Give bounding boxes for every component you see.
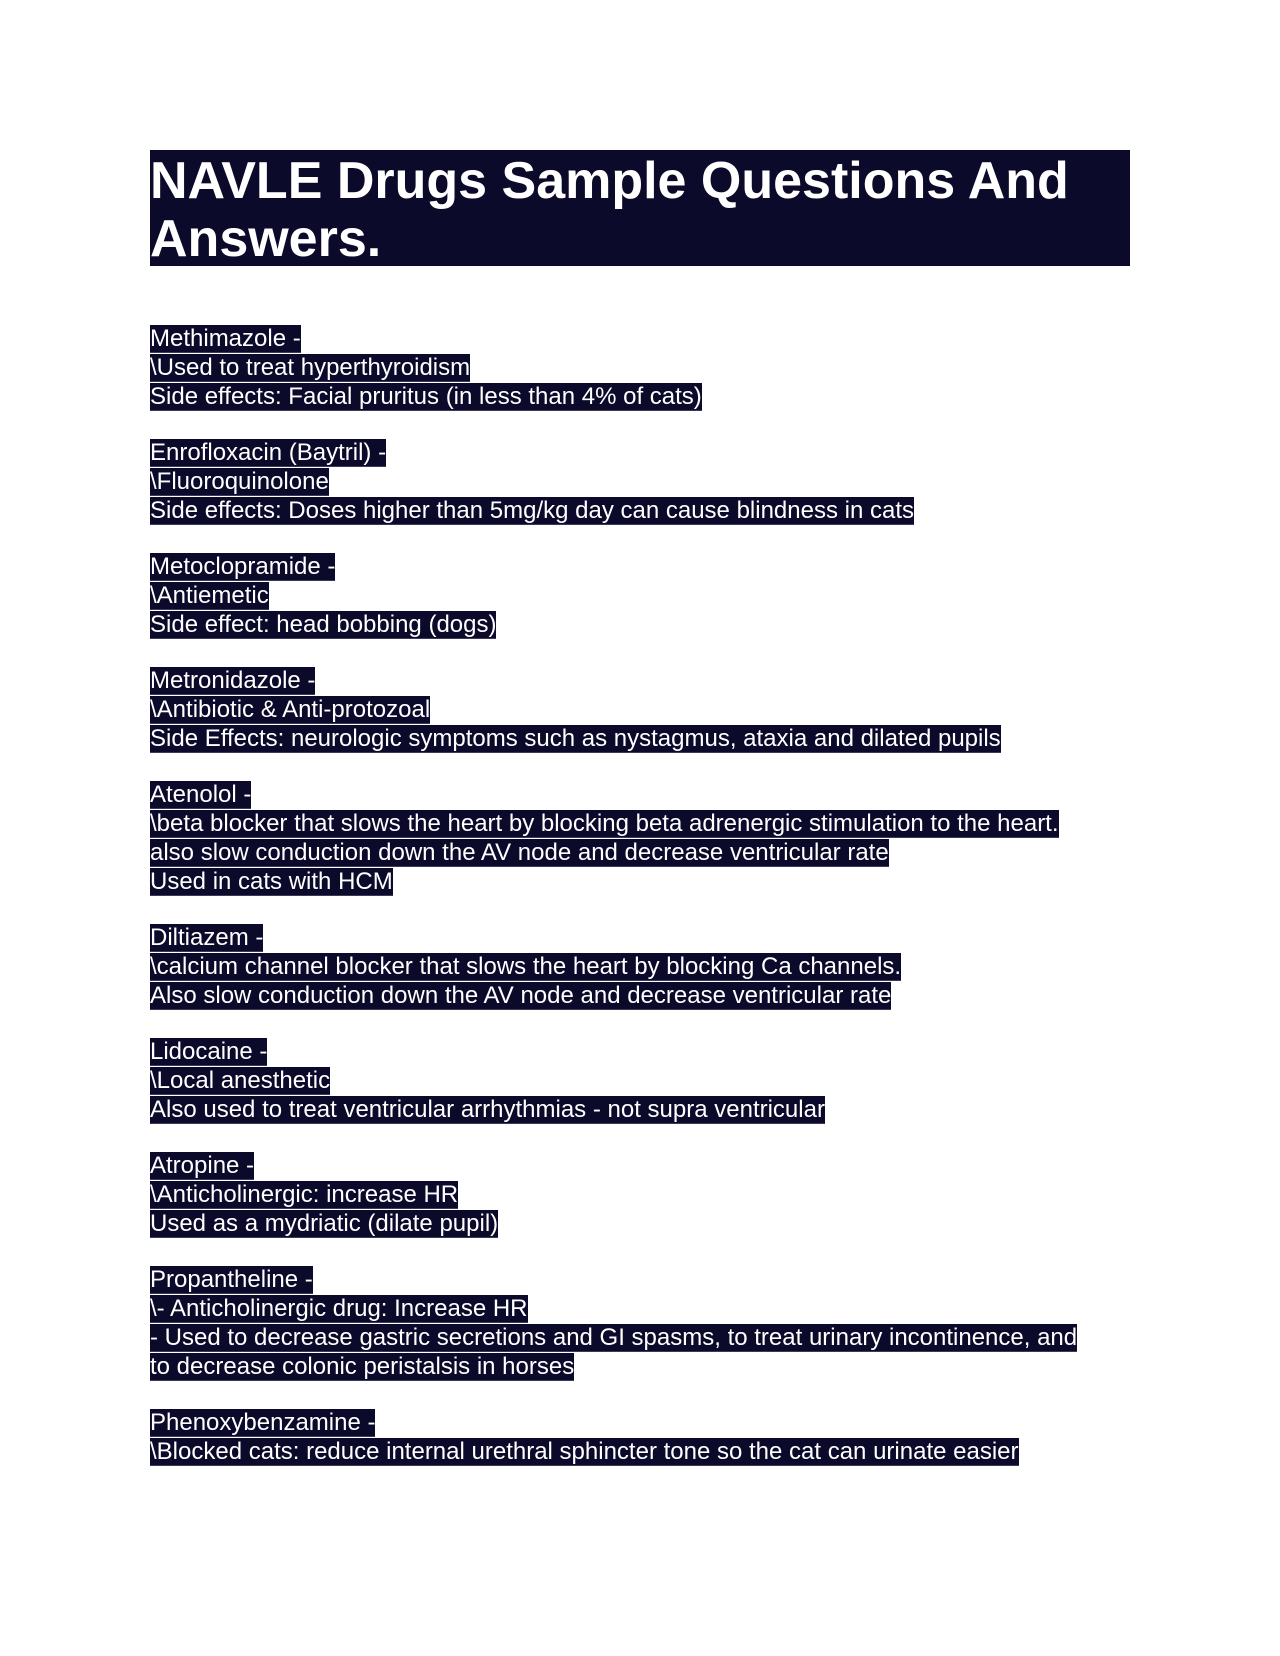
drug-detail-line bbox=[150, 581, 1130, 610]
page-title: NAVLE Drugs Sample Questions And Answers. bbox=[150, 152, 1069, 268]
drug-detail-line bbox=[150, 867, 1130, 896]
title-block bbox=[150, 150, 1130, 266]
drug-name-line bbox=[150, 923, 1130, 952]
drug-name-line bbox=[150, 324, 1130, 353]
highlighted-text: Lidocaine - bbox=[150, 1038, 268, 1065]
drug-name-line bbox=[150, 666, 1130, 695]
drug-detail-line bbox=[150, 382, 1130, 411]
highlighted-text: Phenoxybenzamine - bbox=[150, 1409, 376, 1436]
highlighted-text: also slow conduction down the AV node and decrease ventricular rate bbox=[150, 839, 889, 866]
highlighted-text: Metronidazole - bbox=[150, 667, 316, 694]
highlighted-text: \Antiemetic bbox=[150, 582, 269, 609]
drug-entry bbox=[150, 666, 1130, 753]
drug-entry bbox=[150, 1037, 1130, 1124]
drug-detail-line bbox=[150, 838, 1130, 867]
drug-name-line bbox=[150, 1037, 1130, 1066]
highlighted-text: \calcium channel blocker that slows the heart by blocking Ca channels. bbox=[150, 953, 902, 980]
highlighted-text: Diltiazem - bbox=[150, 924, 264, 951]
highlighted-text: Used as a mydriatic (dilate pupil) bbox=[150, 1210, 499, 1237]
highlighted-text: Metoclopramide - bbox=[150, 553, 336, 580]
highlighted-text: \Anticholinergic: increase HR bbox=[150, 1181, 459, 1208]
highlighted-text: \Blocked cats: reduce internal urethral sphincter tone so the cat can urinate easier bbox=[150, 1438, 1019, 1465]
drug-entry bbox=[150, 324, 1130, 411]
drug-entry bbox=[150, 552, 1130, 639]
drug-entry bbox=[150, 780, 1130, 896]
highlighted-text: \Antibiotic & Anti-protozoal bbox=[150, 696, 431, 723]
drug-entry bbox=[150, 438, 1130, 525]
highlighted-text: - Used to decrease gastric secretions and GI spasms, to treat urinary incontinence, and bbox=[150, 1324, 1078, 1351]
drug-detail-line bbox=[150, 1066, 1130, 1095]
drug-name-line bbox=[150, 780, 1130, 809]
drug-detail-line bbox=[150, 724, 1130, 753]
drug-entry bbox=[150, 1151, 1130, 1238]
drug-detail-line bbox=[150, 1180, 1130, 1209]
drug-detail-line bbox=[150, 1095, 1130, 1124]
highlighted-text: \Fluoroquinolone bbox=[150, 468, 329, 495]
drug-name-line bbox=[150, 552, 1130, 581]
drug-detail-line bbox=[150, 981, 1130, 1010]
highlighted-text: Also used to treat ventricular arrhythmias - not supra ventricular bbox=[150, 1096, 825, 1123]
drug-detail-line bbox=[150, 1437, 1130, 1466]
drug-detail-line bbox=[150, 1294, 1130, 1323]
drug-detail-line bbox=[150, 467, 1130, 496]
highlighted-text: Also slow conduction down the AV node and decrease ventricular rate bbox=[150, 982, 892, 1009]
highlighted-text: Atropine - bbox=[150, 1152, 255, 1179]
drug-detail-line bbox=[150, 610, 1130, 639]
highlighted-text: \- Anticholinergic drug: Increase HR bbox=[150, 1295, 528, 1322]
highlighted-text: \beta blocker that slows the heart by blocking beta adrenergic stimulation to the heart. bbox=[150, 810, 1059, 837]
highlighted-text: Methimazole - bbox=[150, 325, 301, 352]
drug-detail-line bbox=[150, 1323, 1130, 1352]
document-page bbox=[150, 150, 1130, 1493]
drug-detail-line bbox=[150, 952, 1130, 981]
drug-entry bbox=[150, 1265, 1130, 1381]
drug-name-line bbox=[150, 438, 1130, 467]
highlighted-text: Side Effects: neurologic symptoms such as nystagmus, ataxia and dilated pupils bbox=[150, 725, 1001, 752]
highlighted-text: Atenolol - bbox=[150, 781, 252, 808]
highlighted-text: Side effect: head bobbing (dogs) bbox=[150, 611, 497, 638]
highlighted-text: \Used to treat hyperthyroidism bbox=[150, 354, 471, 381]
highlighted-text: Enrofloxacin (Baytril) - bbox=[150, 439, 387, 466]
drug-detail-line bbox=[150, 1352, 1130, 1381]
highlighted-text: Side effects: Doses higher than 5mg/kg day can cause blindness in cats bbox=[150, 497, 915, 524]
drug-entries-list bbox=[150, 324, 1130, 1466]
highlighted-text: Propantheline - bbox=[150, 1266, 313, 1293]
highlighted-text: Side effects: Facial pruritus (in less than 4% of cats) bbox=[150, 383, 702, 410]
drug-detail-line bbox=[150, 353, 1130, 382]
drug-detail-line bbox=[150, 809, 1130, 838]
drug-entry bbox=[150, 1408, 1130, 1466]
highlighted-text: \Local anesthetic bbox=[150, 1067, 331, 1094]
drug-detail-line bbox=[150, 695, 1130, 724]
drug-name-line bbox=[150, 1265, 1130, 1294]
highlighted-text: Used in cats with HCM bbox=[150, 868, 393, 895]
drug-name-line bbox=[150, 1151, 1130, 1180]
drug-detail-line bbox=[150, 1209, 1130, 1238]
drug-name-line bbox=[150, 1408, 1130, 1437]
highlighted-text: to decrease colonic peristalsis in horses bbox=[150, 1353, 575, 1380]
drug-detail-line bbox=[150, 496, 1130, 525]
drug-entry bbox=[150, 923, 1130, 1010]
